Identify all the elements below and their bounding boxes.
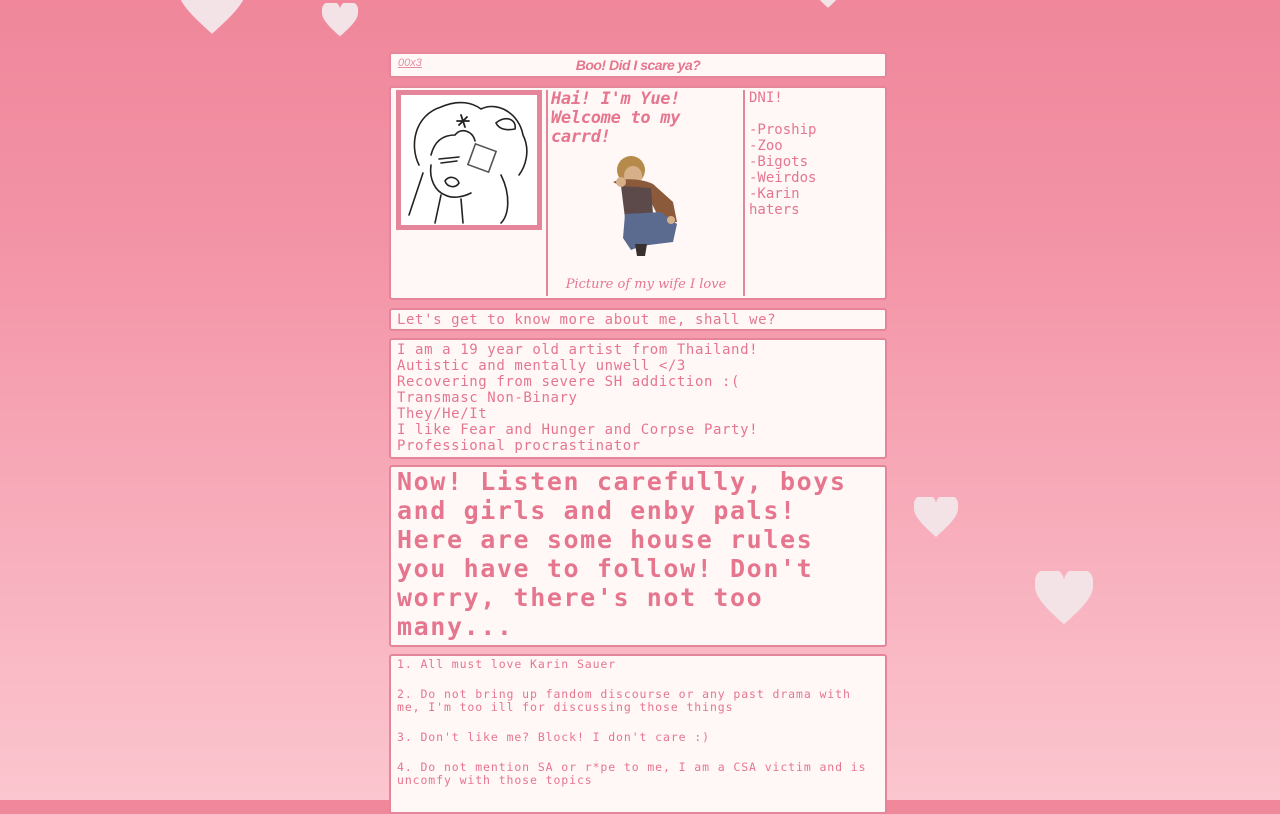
know-more-text: Let's get to know more about me, shall we?	[397, 312, 777, 328]
dni-item: -Proship	[749, 122, 817, 138]
about-line: They/He/It	[397, 406, 488, 422]
dni-item: -Zoo	[749, 138, 783, 154]
dni-item: -Karin haters	[749, 186, 809, 218]
avatar	[396, 90, 542, 230]
header-bar	[389, 52, 887, 78]
about-line: Autistic and mentally unwell </3	[397, 358, 686, 374]
header-title: Boo! Did I scare ya?	[575, 57, 701, 73]
corner-link[interactable]: 00x3	[398, 57, 422, 69]
about-line: Recovering from severe SH addiction :(	[397, 374, 741, 390]
rule-item: 1. All must love Karin Sauer	[397, 657, 617, 671]
image-caption: Picture of my wife I love	[565, 277, 727, 292]
rules-intro: Now! Listen carefully, boys and girls and enby pals! Here are some house rules you have to follow! Don't worry, there's not too many...	[397, 467, 847, 641]
welcome-heading: Hai! I'm Yue! Welcome to my carrd!	[551, 89, 681, 147]
heart-icon	[322, 3, 358, 37]
rule-item: 3. Don't like me? Block! I don't care :)	[397, 730, 710, 744]
about-line: I am a 19 year old artist from Thailand!	[397, 342, 759, 358]
dni-item: -Bigots	[749, 154, 809, 170]
dni-title: DNI!	[749, 90, 783, 106]
know-more-bar	[389, 308, 887, 331]
dni-list	[749, 90, 879, 218]
wife-image	[601, 152, 691, 257]
column-divider	[546, 90, 548, 296]
heart-icon	[1035, 571, 1093, 625]
heart-icon	[914, 497, 958, 537]
rules-intro-box	[389, 465, 887, 647]
heart-icon	[178, 0, 246, 34]
about-line: Professional procrastinator	[397, 438, 641, 454]
about-box	[389, 338, 887, 459]
profile-row	[389, 86, 887, 300]
heart-icon	[816, 0, 840, 8]
about-line: Transmasc Non-Binary	[397, 390, 578, 406]
rule-item: 2. Do not bring up fandom discourse or any past drama with me, I'm too ill for discussing those things	[397, 687, 859, 714]
about-line: I like Fear and Hunger and Corpse Party!	[397, 422, 759, 438]
column-divider	[743, 90, 745, 296]
dni-item: -Weirdos	[749, 170, 817, 186]
avatar-image	[401, 95, 537, 225]
rule-item: 4. Do not mention SA or r*pe to me, I am a CSA victim and is uncomfy with those topics	[397, 760, 875, 787]
rules-box	[389, 654, 887, 814]
